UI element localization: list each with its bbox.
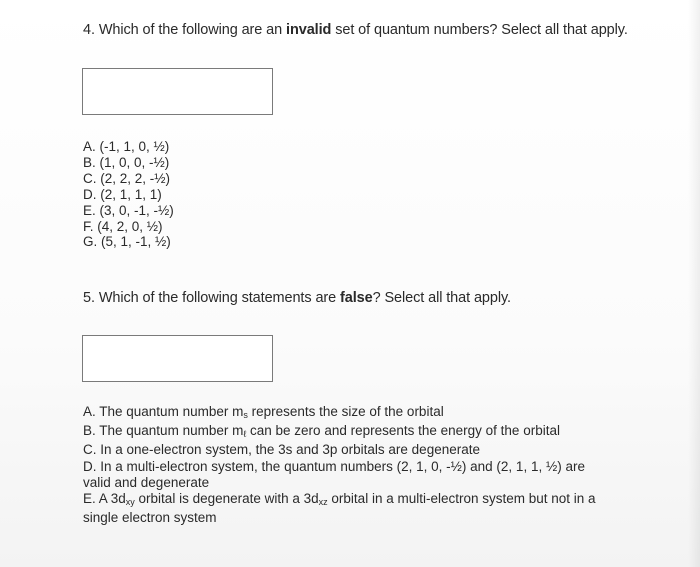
option-b-text-end: can be zero and represents the energy of the orbital: [246, 423, 560, 439]
question-4-prompt-start: 4. Which of the following are an: [83, 22, 287, 38]
option-b-subscript: ℓ: [243, 429, 247, 440]
option-b-text-start: B. The quantum number m: [83, 423, 244, 439]
question-5-option-d-continued: valid and degenerate: [83, 474, 210, 490]
option-a-subscript: s: [243, 410, 248, 420]
question-4-option-b: B. (1, 0, 0, -½): [83, 154, 170, 170]
question-5-prompt-end: ? Select all that apply.: [372, 290, 511, 306]
question-4-option-d: D. (2, 1, 1, 1): [83, 186, 162, 202]
question-4-options: [83, 139, 174, 250]
question-4-answer-box[interactable]: [82, 68, 273, 115]
question-5-option-a: [83, 404, 596, 423]
question-5-options: [83, 404, 596, 526]
question-5-option-e: [83, 491, 596, 510]
option-e-subscript-xy: xy: [125, 497, 135, 508]
question-5-answer-box[interactable]: [82, 335, 273, 382]
question-5-prompt: [83, 289, 511, 307]
option-e-text-middle: orbital is degenerate with a 3d: [134, 491, 319, 507]
question-5-prompt-emphasis: false: [340, 290, 373, 306]
question-4-option-e: E. (3, 0, -1, -½): [83, 202, 174, 218]
option-e-text-start: E. A 3d: [83, 491, 126, 507]
question-4-option-f: F. (4, 2, 0, ½): [83, 218, 163, 234]
question-5-option-c: C. In a one-electron system, the 3s and 3p orbitals are degenerate: [83, 442, 480, 458]
question-4-prompt: [83, 21, 628, 39]
option-a-text-start: A. The quantum number m: [83, 404, 244, 419]
question-5-prompt-start: 5. Which of the following statements are: [83, 290, 341, 306]
question-5-option-d: D. In a multi-electron system, the quantum numbers (2, 1, 0, -½) and (2, 1, 1, ½) are: [83, 458, 585, 474]
page-edge-shadow: [688, 0, 700, 567]
option-a-text-end: represents the size of the orbital: [247, 404, 444, 419]
question-4-option-a: A. (-1, 1, 0, ½): [83, 139, 170, 154]
option-e-text-end: orbital in a multi-electron system but not in a: [327, 491, 596, 507]
question-5-option-b: [83, 423, 596, 442]
question-5-option-e-continued: single electron system: [83, 510, 217, 526]
option-e-subscript-xz: xz: [318, 497, 328, 508]
question-4-option-g: G. (5, 1, -1, ½): [83, 234, 171, 250]
question-4-option-c: C. (2, 2, 2, -½): [83, 170, 171, 186]
question-4-prompt-emphasis: invalid: [286, 22, 332, 38]
question-4-prompt-end: set of quantum numbers? Select all that apply.: [331, 22, 628, 38]
